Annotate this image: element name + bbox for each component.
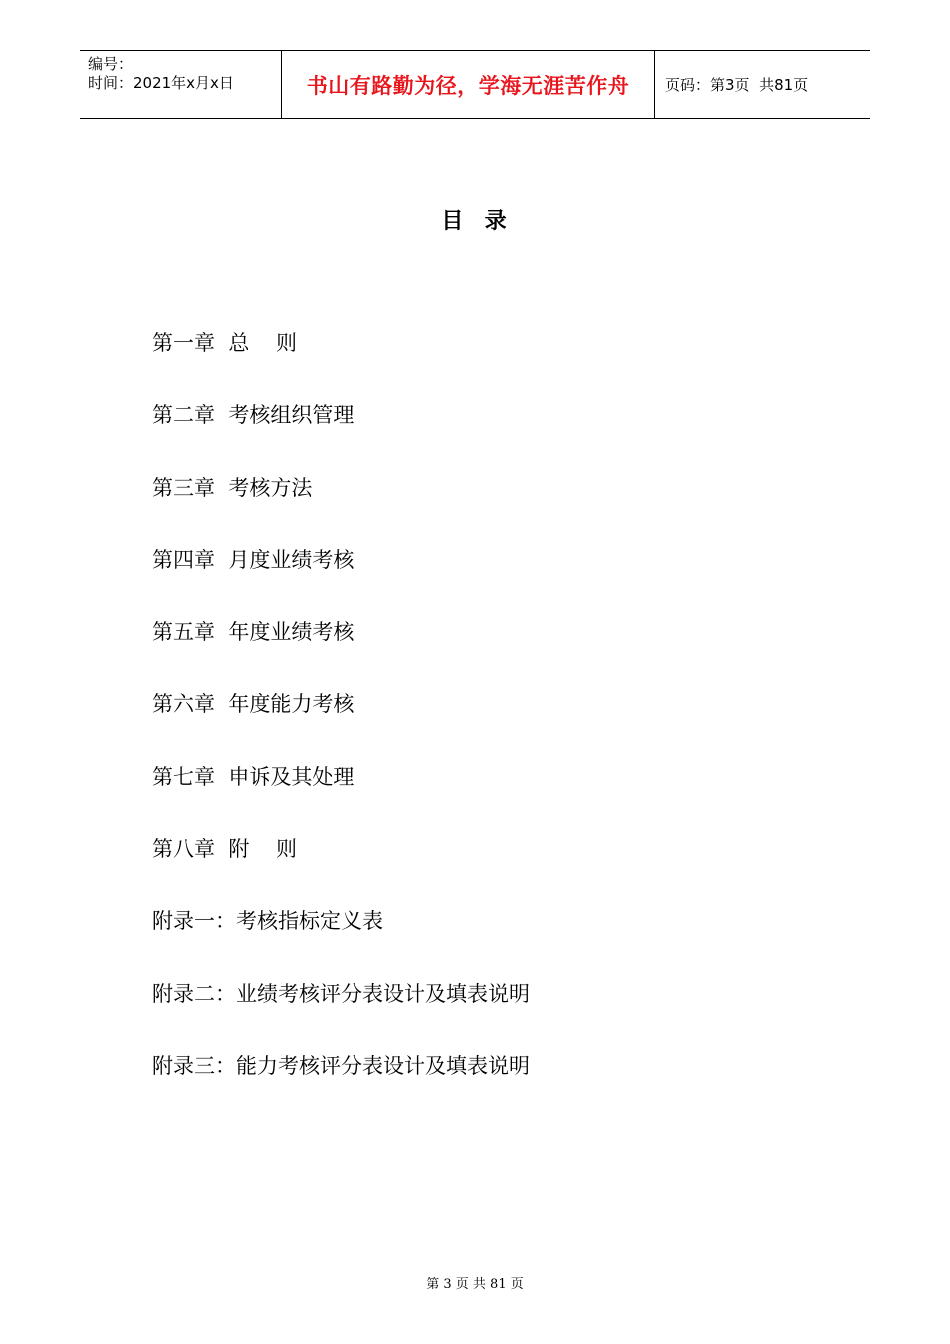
toc-item-chapter-3: 第三章 考核方法 bbox=[152, 475, 313, 500]
toc-item-chapter-5: 第五章 年度业绩考核 bbox=[152, 620, 355, 645]
toc-item-chapter-6: 第六章 年度能力考核 bbox=[152, 692, 355, 717]
table-of-contents bbox=[152, 326, 530, 1121]
page-title: 目 录 bbox=[441, 209, 509, 234]
toc-item-appendix-3: 附录三：能力考核评分表设计及填表说明 bbox=[152, 1053, 530, 1078]
toc-item-appendix-1: 附录一：考核指标定义表 bbox=[152, 909, 383, 934]
header-meta bbox=[80, 51, 281, 118]
document-time: 时间：2021年x月x日 bbox=[88, 74, 234, 92]
header-page-count: 页码：第3页 共81页 bbox=[665, 76, 809, 94]
toc-item-chapter-2: 第二章 考核组织管理 bbox=[152, 403, 355, 428]
header-page-info bbox=[655, 51, 870, 118]
page-footer: 第 3 页 共 81 页 bbox=[426, 1277, 524, 1292]
toc-item-chapter-8: 第八章 附 则 bbox=[152, 837, 298, 862]
toc-item-chapter-7: 第七章 申诉及其处理 bbox=[152, 764, 355, 789]
document-number-label: 编号： bbox=[88, 55, 134, 73]
toc-item-chapter-1: 第一章 总 则 bbox=[152, 331, 298, 355]
header-motto: 书山有路勤为径，学海无涯苦作舟 bbox=[281, 51, 655, 118]
page-header bbox=[80, 50, 870, 119]
toc-item-chapter-4: 第四章 月度业绩考核 bbox=[152, 547, 355, 572]
toc-item-appendix-2: 附录二：业绩考核评分表设计及填表说明 bbox=[152, 981, 530, 1006]
